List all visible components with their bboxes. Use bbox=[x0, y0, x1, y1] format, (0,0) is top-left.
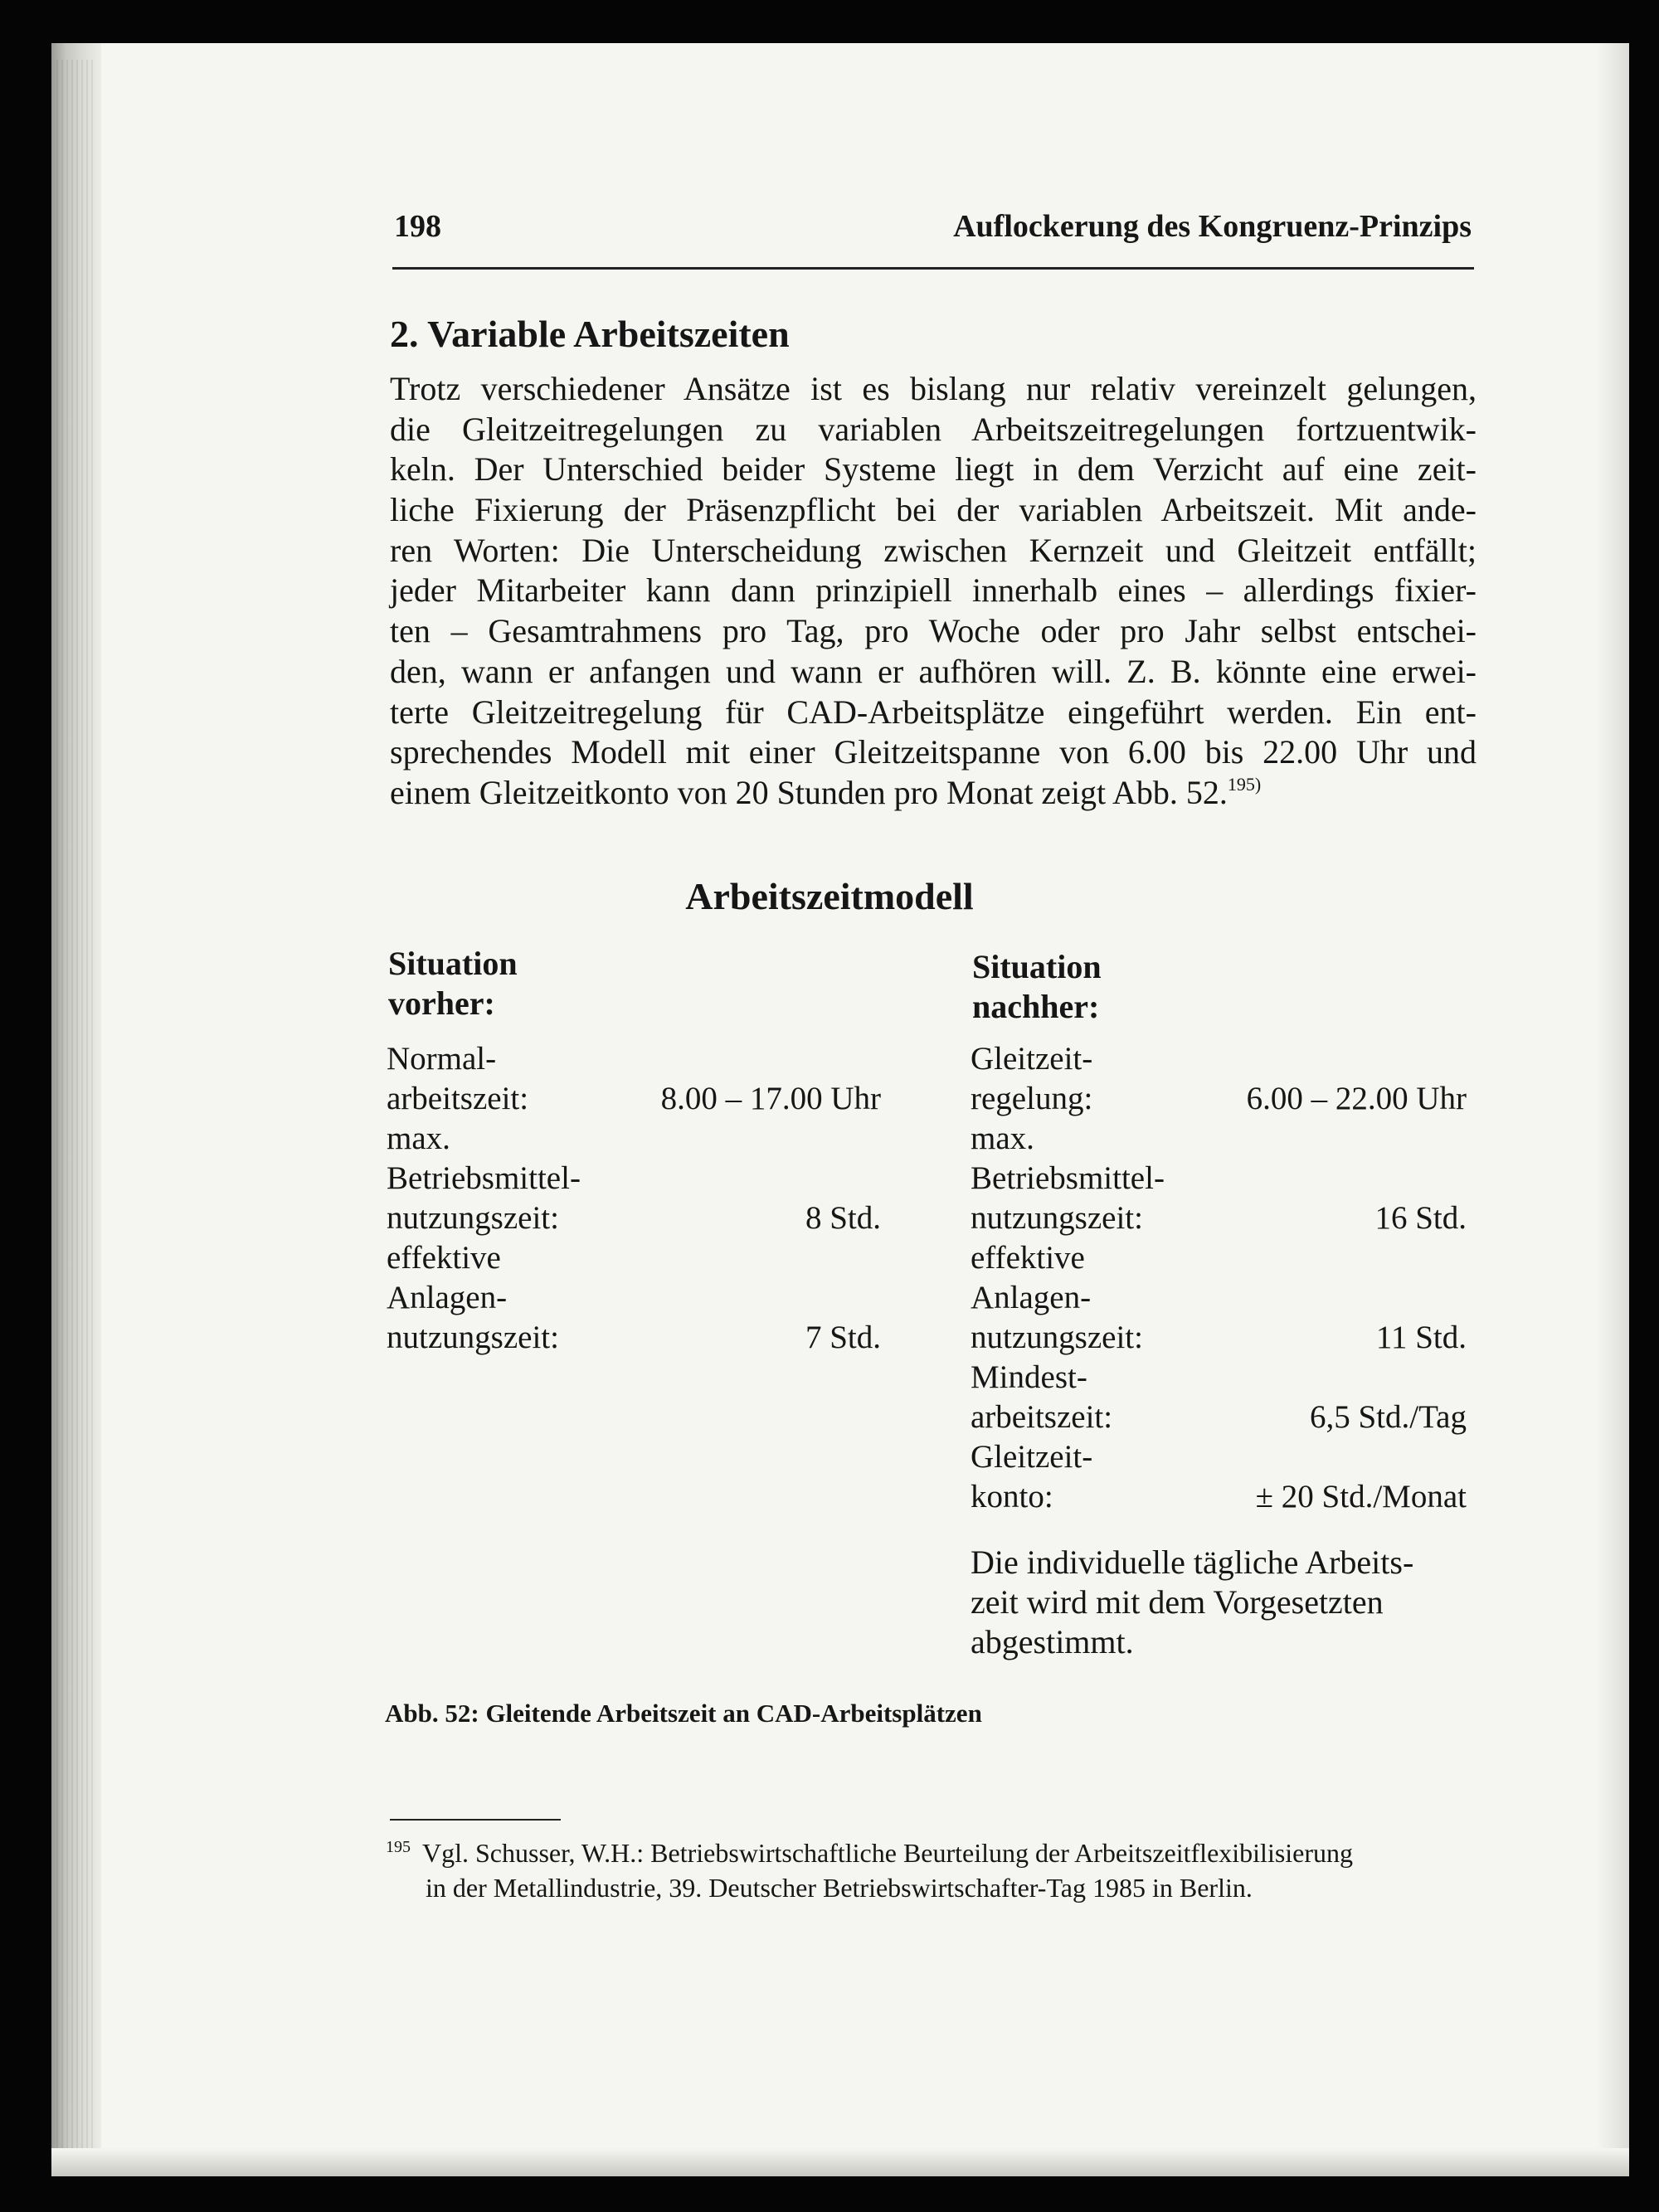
row-label: arbeitszeit: bbox=[971, 1399, 1113, 1435]
row-label: konto: bbox=[971, 1479, 1053, 1514]
footnote-mark: 195 bbox=[386, 1838, 411, 1856]
footnote-line-2: in der Metallindustrie, 39. Deutscher Betriebswirtschafter-Tag 1985 in Berlin. bbox=[426, 1873, 1253, 1903]
row-value: 6.00 – 22.00 Uhr bbox=[1246, 1081, 1467, 1116]
right-row-gleitzeitkonto bbox=[971, 1437, 1467, 1517]
footnote-rule bbox=[390, 1819, 561, 1821]
row-value: 6,5 Std./Tag bbox=[1309, 1399, 1467, 1435]
right-heading-line-2: nachher: bbox=[972, 988, 1100, 1025]
row-label: nutzungszeit: bbox=[387, 1320, 559, 1355]
right-column-heading bbox=[972, 947, 1102, 1027]
left-row-anlagennutzungszeit bbox=[387, 1238, 881, 1358]
left-heading-line-2: vorher: bbox=[388, 984, 495, 1022]
running-head: Auflockerung des Kongruenz-Prinzips bbox=[953, 209, 1472, 244]
row-label: max. bbox=[971, 1121, 1034, 1156]
footnote bbox=[386, 1835, 1481, 1905]
body-line: keln. Der Unterschied beider Systeme liegt in dem Verzicht auf eine zeit- bbox=[390, 450, 1477, 489]
row-label: Mindest- bbox=[971, 1359, 1087, 1395]
right-row-betriebsmittelnutzungszeit bbox=[971, 1119, 1467, 1238]
body-line: liche Fixierung der Präsenzpflicht bei der variablen Arbeitszeit. Mit ande- bbox=[390, 491, 1477, 529]
row-label: Anlagen- bbox=[971, 1280, 1092, 1315]
body-line: sprechendes Modell mit einer Gleitzeitspanne von 6.00 bis 22.00 Uhr und bbox=[390, 733, 1477, 771]
section-heading: 2. Variable Arbeitszeiten bbox=[390, 313, 790, 355]
left-row-betriebsmittelnutzungszeit bbox=[387, 1119, 881, 1238]
note-line: abgestimmt. bbox=[971, 1623, 1134, 1660]
row-label: regelung: bbox=[971, 1081, 1093, 1116]
row-value: 8 Std. bbox=[805, 1200, 881, 1236]
right-row-anlagennutzungszeit bbox=[971, 1238, 1467, 1358]
row-value: 8.00 – 17.00 Uhr bbox=[660, 1081, 881, 1116]
footnote-reference: 195) bbox=[1227, 773, 1262, 795]
row-label: Anlagen- bbox=[387, 1280, 508, 1315]
row-label: Gleitzeit- bbox=[971, 1041, 1093, 1077]
body-line-text: einem Gleitzeitkonto von 20 Stunden pro Monat zeigt Abb. 52. bbox=[390, 773, 1228, 811]
figure-caption: Abb. 52: Gleitende Arbeitszeit an CAD-Arbeitsplätzen bbox=[385, 1699, 982, 1728]
header-rule bbox=[392, 267, 1474, 270]
row-label: nutzungszeit: bbox=[387, 1200, 559, 1236]
left-row-normalarbeitszeit bbox=[387, 1039, 881, 1119]
page-stack-edge bbox=[51, 43, 101, 2176]
footnote-text: Vgl. Schusser, W.H.: Betriebswirtschaftliche Beurteilung der Arbeitszeitflexibilisierung bbox=[422, 1838, 1354, 1868]
footnote-line-1 bbox=[386, 1838, 1353, 1868]
page-gutter-shadow bbox=[1596, 43, 1629, 2176]
body-line: jeder Mitarbeiter kann dann prinzipiell innerhalb eines – allerdings fixier- bbox=[390, 571, 1477, 610]
row-label: Betriebsmittel- bbox=[971, 1160, 1165, 1196]
row-value: 11 Std. bbox=[1375, 1320, 1467, 1355]
row-label: nutzungszeit: bbox=[971, 1320, 1143, 1355]
figure-note bbox=[971, 1543, 1485, 1662]
body-line: Trotz verschiedener Ansätze ist es bislang nur relativ vereinzelt gelungen, bbox=[390, 370, 1477, 407]
right-row-gleitzeitregelung bbox=[971, 1039, 1467, 1119]
note-line: zeit wird mit dem Vorgesetzten bbox=[971, 1583, 1384, 1621]
row-label: effektive bbox=[387, 1240, 501, 1276]
body-paragraph bbox=[390, 369, 1477, 814]
row-value: 7 Std. bbox=[805, 1320, 881, 1355]
row-label: max. bbox=[387, 1121, 450, 1156]
row-label: arbeitszeit: bbox=[387, 1081, 529, 1116]
note-line: Die individuelle tägliche Arbeits- bbox=[971, 1544, 1414, 1581]
left-heading-line-1: Situation bbox=[388, 945, 518, 982]
body-line: ten – Gesamtrahmens pro Tag, pro Woche oder pro Jahr selbst entschei- bbox=[390, 612, 1477, 650]
page-stack-lines bbox=[56, 60, 93, 2160]
figure-title: Arbeitszeitmodell bbox=[685, 875, 974, 917]
body-line: terte Gleitzeitregelung für CAD-Arbeitsplätze eingeführt werden. Ein ent- bbox=[390, 693, 1477, 731]
right-heading-line-1: Situation bbox=[972, 948, 1102, 985]
row-value: ± 20 Std./Monat bbox=[1255, 1479, 1467, 1514]
body-line-last bbox=[390, 773, 1477, 814]
right-row-mindestarbeitszeit bbox=[971, 1358, 1467, 1437]
row-label: Betriebsmittel- bbox=[387, 1160, 581, 1196]
left-column-heading bbox=[388, 944, 518, 1023]
body-line: den, wann er anfangen und wann er aufhören will. Z. B. könnte eine erwei- bbox=[390, 652, 1477, 690]
row-label: effektive bbox=[971, 1240, 1085, 1276]
row-label: nutzungszeit: bbox=[971, 1200, 1143, 1236]
page-number: 198 bbox=[394, 209, 441, 244]
body-line: die Gleitzeitregelungen zu variablen Arbeitszeitregelungen fortzuentwik- bbox=[390, 410, 1477, 448]
body-line: ren Worten: Die Unterscheidung zwischen Kernzeit und Gleitzeit entfällt; bbox=[390, 531, 1477, 569]
row-label: Normal- bbox=[387, 1041, 497, 1077]
page-bottom-shadow bbox=[51, 2148, 1629, 2176]
row-value: 16 Std. bbox=[1374, 1200, 1467, 1236]
row-label: Gleitzeit- bbox=[971, 1439, 1093, 1475]
